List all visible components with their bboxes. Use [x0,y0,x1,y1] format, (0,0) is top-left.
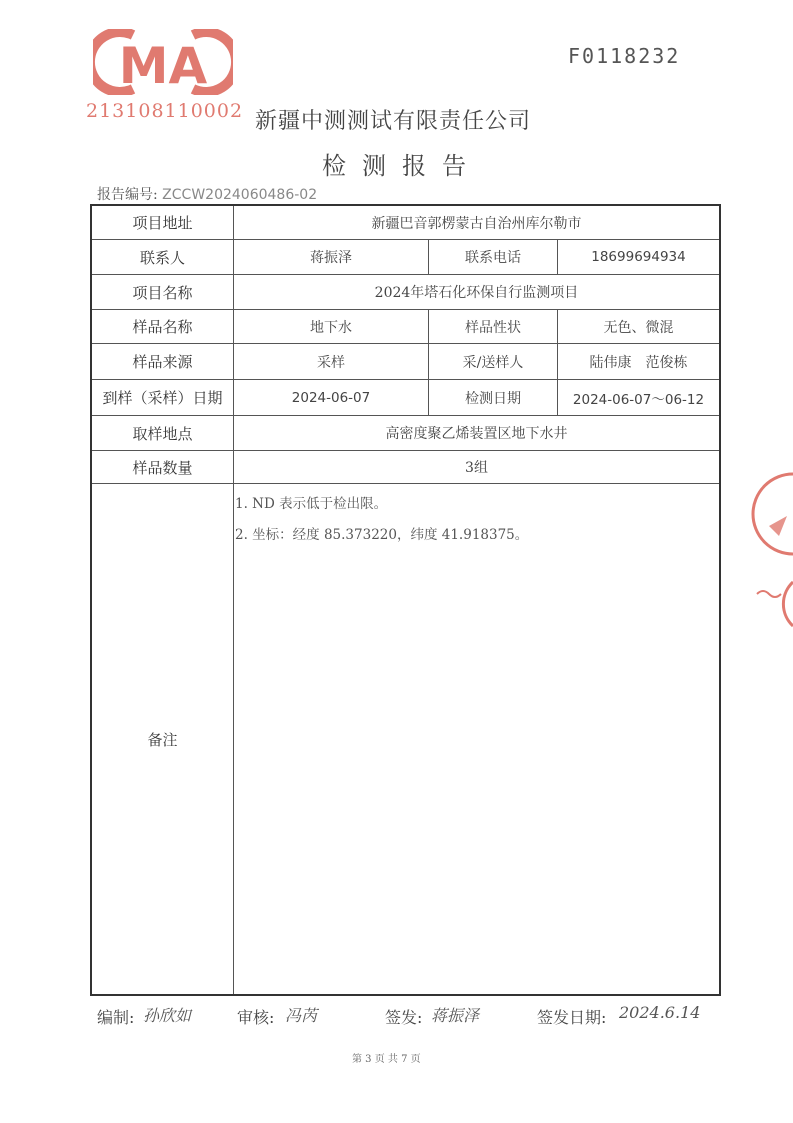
row-arrival-date [92,380,719,416]
report-title: 检测报告 [322,152,482,180]
sample-name-value: 地下水 [233,310,428,343]
note-item: 2. 坐标：经度 85.373220，纬度 41.918375。 [235,527,529,543]
editor-label: 编制: [97,1008,135,1027]
info-table [90,204,721,996]
test-date-label: 检测日期 [428,380,557,415]
test-date-value: 2024-06-07～06-12 [557,380,719,415]
phone-value: 18699694934 [557,240,719,274]
arrival-date-value: 2024-06-07 [233,380,428,415]
notes-label: 备注 [147,730,178,749]
contact-value: 蒋振泽 [233,240,428,274]
sample-source-value: 采样 [233,344,428,379]
cma-logo-text: MA [118,37,208,95]
sample-trait-value: 无色、微混 [557,310,719,343]
sender-value: 陆伟康 范俊栋 [557,344,719,379]
notes-divider [233,484,234,994]
cma-number: 213108110002 [86,100,244,122]
sample-count-value: 3组 [233,451,719,483]
report-number-label: 报告编号: [97,187,158,203]
editor-signature: 孙欣如 [143,1006,192,1025]
company-name: 新疆中测测试有限责任公司 [255,109,532,134]
row-sample-source [92,344,719,380]
signature-footer [97,1005,717,1035]
contact-label: 联系人 [139,248,185,267]
phone-label: 联系电话 [428,240,557,274]
sampling-site-label: 取样地点 [132,424,193,443]
project-address-label: 项目地址 [132,214,193,232]
row-sample-name [92,310,719,344]
seam-stamp [749,470,793,630]
issuer-signature: 蒋振泽 [431,1006,480,1025]
issuer-label: 签发: [385,1008,423,1027]
sampling-site-value: 高密度聚乙烯装置区地下水井 [233,416,719,450]
row-sampling-site [92,416,719,451]
sample-count-label: 样品数量 [132,458,193,477]
sample-name-label: 样品名称 [132,318,193,336]
row-notes [92,484,719,994]
sender-label: 采/送样人 [428,344,557,379]
row-project-name [92,275,719,310]
issue-date-label: 签发日期: [537,1008,607,1027]
row-contact [92,240,719,275]
cma-logo [93,29,233,95]
report-number [97,184,317,204]
note-item: 1. ND 表示低于检出限。 [235,496,388,512]
row-sample-count [92,451,719,484]
project-name-label: 项目名称 [132,283,193,302]
serial-number: F0118232 [568,44,681,68]
report-number-value: ZCCW2024060486-02 [162,187,318,203]
reviewer-label: 审核: [237,1008,275,1027]
page-number: 第 3 页 共 7 页 [352,1054,421,1065]
project-address-value: 新疆巴音郭楞蒙古自治州库尔勒市 [233,206,719,239]
project-name-value: 2024年塔石化环保自行监测项目 [233,275,719,309]
arrival-date-label: 到样（采样）日期 [102,389,223,407]
row-project-address [92,206,719,240]
notes-list [235,492,528,554]
issue-date-value: 2024.6.14 [619,1003,701,1022]
sample-trait-label: 样品性状 [428,310,557,343]
reviewer-signature: 冯芮 [285,1006,318,1025]
sample-source-label: 样品来源 [132,353,193,371]
